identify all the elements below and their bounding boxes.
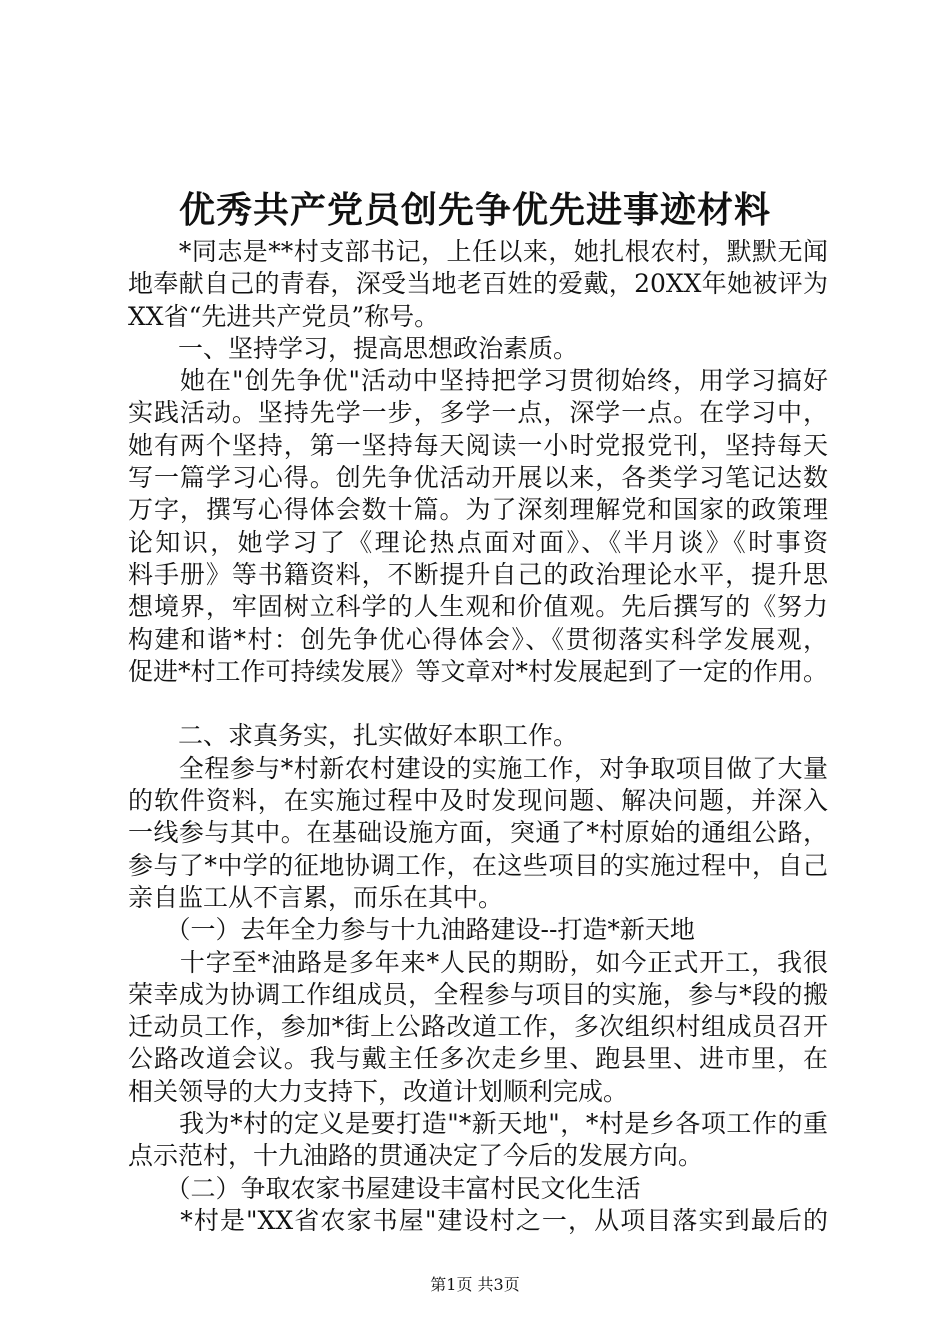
text-line: 我为*村的定义是要打造"*新天地"，*村是乡各项工作的重 <box>128 1109 828 1139</box>
text-line: 想境界，牢固树立科学的人生观和价值观。先后撰写的《努力 <box>128 592 828 622</box>
text-line: 亲自监工从不言累，而乐在其中。 <box>128 882 504 912</box>
text-line: 构建和谐*村：创先争优心得体会》、《贯彻落实科学发展观， <box>128 624 828 654</box>
text-line: *同志是**村支部书记，上任以来，她扎根农村，默默无闻 <box>128 237 828 266</box>
text-line: 万字，撰写心得体会数十篇。为了深刻理解党和国家的政策理 <box>128 495 828 525</box>
page-footer: 第1页 共3页 <box>430 1275 520 1294</box>
text-line: 一线参与其中。在基础设施方面，突通了*村原始的通组公路， <box>128 818 828 848</box>
text-line: 荣幸成为协调工作组成员，全程参与项目的实施，参与*段的搬 <box>128 979 828 1009</box>
text-line: 写一篇学习心得。创先争优活动开展以来，各类学习笔记达数 <box>128 463 828 493</box>
text-line: （一）去年全力参与十九油路建设--打造*新天地 <box>128 915 695 945</box>
text-line: 她在"创先争优"活动中坚持把学习贯彻始终，用学习搞好 <box>128 366 828 396</box>
text-line: 论知识，她学习了《理论热点面对面》、《半月谈》《时事资 <box>128 527 828 557</box>
document-title: 优秀共产党员创先争优先进事迹材料 <box>178 189 771 231</box>
text-line: *村是"XX省农家书屋"建设村之一，从项目落实到最后的 <box>128 1205 828 1235</box>
text-line: XX省“先进共产党员”称号。 <box>128 301 440 331</box>
document-body <box>128 236 828 1237</box>
text-line: 的软件资料，在实施过程中及时发现问题、解决问题，并深入 <box>128 786 828 816</box>
text-line: 全程参与*村新农村建设的实施工作，对争取项目做了大量 <box>128 753 828 783</box>
text-line: 她有两个坚持，第一坚持每天阅读一小时党报党刊，坚持每天 <box>128 430 828 460</box>
text-line: 公路改道会议。我与戴主任多次走乡里、跑县里、进市里，在 <box>128 1044 828 1074</box>
text-line: 促进*村工作可持续发展》等文章对*村发展起到了一定的作用。 <box>128 656 829 686</box>
text-line: 二、求真务实，扎实做好本职工作。 <box>128 721 579 751</box>
text-line: 料手册》等书籍资料，不断提升自己的政治理论水平，提升思 <box>128 559 828 589</box>
text-line: （二）争取农家书屋建设丰富村民文化生活 <box>128 1173 641 1203</box>
text-line: 一、坚持学习，提高思想政治素质。 <box>128 333 579 363</box>
text-line: 点示范村，十九油路的贯通决定了今后的发展方向。 <box>128 1141 704 1171</box>
text-line: 地奉献自己的青春，深受当地老百姓的爱戴，20XX年她被评为 <box>128 269 828 299</box>
text-line: 迁动员工作，参加*街上公路改道工作，多次组织村组成员召开 <box>128 1012 828 1042</box>
text-line: 参与了*中学的征地协调工作，在这些项目的实施过程中，自己 <box>128 850 828 880</box>
text-line: 实践活动。坚持先学一步，多学一点，深学一点。在学习中， <box>128 398 828 428</box>
text-line: 相关领导的大力支持下，改道计划顺利完成。 <box>128 1076 629 1106</box>
text-line: 十字至*油路是多年来*人民的期盼，如今正式开工，我很 <box>128 947 828 977</box>
blank-line <box>128 688 828 720</box>
